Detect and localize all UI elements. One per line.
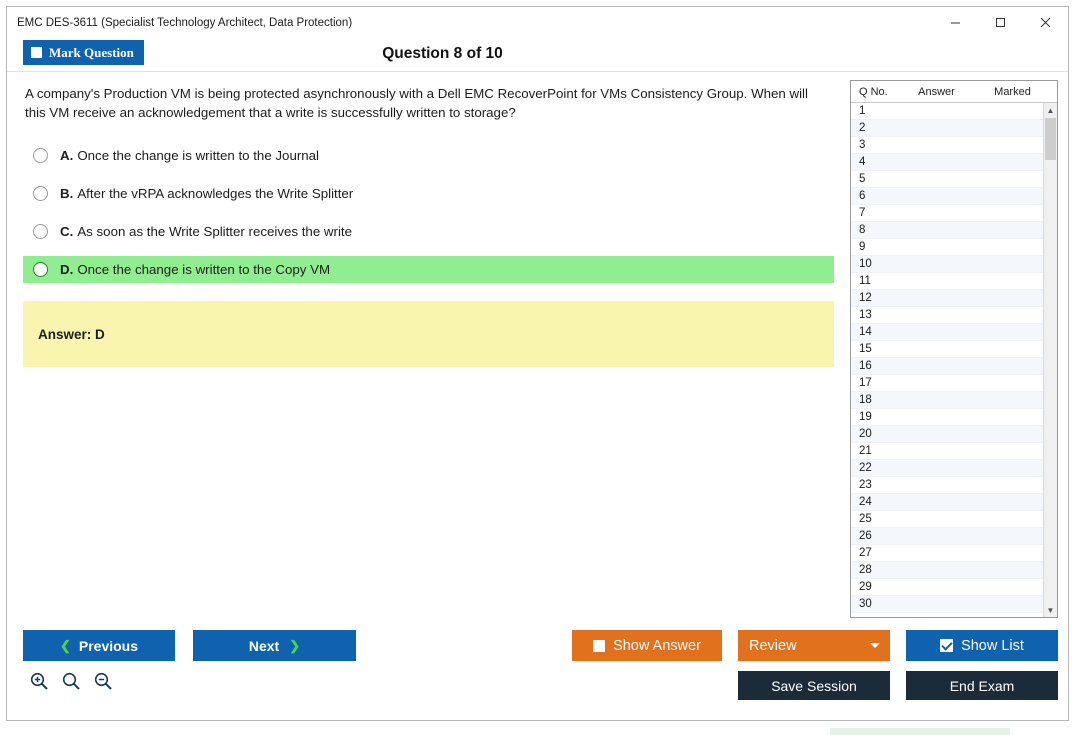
cell-qno: 25 <box>859 513 872 525</box>
table-row[interactable] <box>851 562 1057 579</box>
table-row[interactable] <box>851 426 1057 443</box>
exam-window <box>6 6 1069 721</box>
scroll-thumb[interactable] <box>1045 118 1056 160</box>
option-letter: D. <box>60 262 74 277</box>
cell-qno: 24 <box>859 496 872 508</box>
table-row[interactable] <box>851 239 1057 256</box>
table-row[interactable] <box>851 511 1057 528</box>
cell-qno: 12 <box>859 292 872 304</box>
cell-qno: 6 <box>859 190 866 202</box>
question-list-panel <box>850 80 1058 618</box>
answer-panel <box>23 301 834 367</box>
cell-qno: 22 <box>859 462 872 474</box>
column-header-qno: Q No. <box>859 85 888 98</box>
table-row[interactable] <box>851 205 1057 222</box>
cell-qno: 26 <box>859 530 872 542</box>
table-row[interactable] <box>851 171 1057 188</box>
table-row[interactable] <box>851 324 1057 341</box>
next-label: Next <box>248 637 280 654</box>
table-row[interactable] <box>851 290 1057 307</box>
question-list-header <box>851 81 1057 103</box>
next-button[interactable] <box>193 630 356 661</box>
window-title: EMC DES-3611 (Specialist Technology Architect, Data Protection) <box>17 16 353 29</box>
previous-label: Previous <box>78 637 139 654</box>
cell-qno: 20 <box>859 428 872 440</box>
table-row[interactable] <box>851 307 1057 324</box>
cell-qno: 4 <box>859 156 866 168</box>
table-row[interactable] <box>851 494 1057 511</box>
answer-text: Answer: D <box>38 326 105 342</box>
option-b[interactable] <box>23 180 834 207</box>
table-row[interactable] <box>851 154 1057 171</box>
table-row[interactable] <box>851 443 1057 460</box>
table-row[interactable] <box>851 358 1057 375</box>
end-exam-button[interactable] <box>906 671 1058 700</box>
list-scrollbar[interactable] <box>1043 103 1057 617</box>
option-letter: C. <box>60 224 74 239</box>
scroll-down-icon[interactable]: ▼ <box>1046 605 1055 615</box>
cell-qno: 17 <box>859 377 872 389</box>
cell-qno: 3 <box>859 139 866 151</box>
table-row[interactable] <box>851 273 1057 290</box>
option-label: After the vRPA acknowledges the Write Splitter <box>77 186 354 201</box>
cell-qno: 18 <box>859 394 872 406</box>
footer-toolbar <box>7 628 1068 720</box>
cell-qno: 5 <box>859 173 866 185</box>
table-row[interactable] <box>851 120 1057 137</box>
option-letter: B. <box>60 186 74 201</box>
maximize-icon[interactable] <box>978 7 1023 38</box>
table-row[interactable] <box>851 256 1057 273</box>
column-header-answer: Answer <box>918 85 955 98</box>
content-area <box>7 72 1068 628</box>
zoom-in-icon[interactable] <box>29 671 49 691</box>
option-d[interactable] <box>23 256 834 283</box>
cell-qno: 10 <box>859 258 872 270</box>
option-label: As soon as the Write Splitter receives the write <box>77 224 352 239</box>
show-answer-label: Show Answer <box>613 637 701 654</box>
window-controls <box>933 7 1068 38</box>
review-label: Review <box>749 637 797 654</box>
header-band <box>7 38 1068 72</box>
question-text: A company's Production VM is being protected asynchronously with a Dell EMC RecoverPoint for VMs Consistency Group. When will this VM receive an acknowledgement that a write is successfully written to storage? <box>25 86 808 120</box>
end-exam-label: End Exam <box>949 677 1015 694</box>
option-label: Once the change is written to the Journal <box>77 148 320 163</box>
save-session-button[interactable] <box>738 671 890 700</box>
question-pane <box>7 72 850 628</box>
show-answer-button[interactable] <box>572 630 722 661</box>
chevron-right-icon: ❯ <box>289 637 301 653</box>
cell-qno: 21 <box>859 445 872 457</box>
table-row[interactable] <box>851 409 1057 426</box>
title-bar <box>7 7 1068 38</box>
chevron-left-icon: ❮ <box>59 637 71 653</box>
minimize-icon[interactable] <box>933 7 978 38</box>
cell-qno: 28 <box>859 564 872 576</box>
table-row[interactable] <box>851 103 1057 120</box>
table-row[interactable] <box>851 579 1057 596</box>
table-row[interactable] <box>851 137 1057 154</box>
cell-qno: 27 <box>859 547 872 559</box>
cell-qno: 8 <box>859 224 866 236</box>
table-row[interactable] <box>851 460 1057 477</box>
cell-qno: 19 <box>859 411 872 423</box>
radio-icon[interactable] <box>33 224 48 239</box>
previous-button[interactable] <box>23 630 175 661</box>
window-shadow <box>830 728 1010 735</box>
table-row[interactable] <box>851 545 1057 562</box>
cell-qno: 11 <box>859 275 871 287</box>
option-a[interactable] <box>23 142 834 169</box>
table-row[interactable] <box>851 188 1057 205</box>
cell-qno: 14 <box>859 326 872 338</box>
zoom-icon[interactable] <box>61 671 81 691</box>
option-c[interactable] <box>23 218 834 245</box>
table-row[interactable] <box>851 222 1057 239</box>
table-row[interactable] <box>851 392 1057 409</box>
page-title: Question 8 of 10 <box>382 45 503 62</box>
cell-qno: 7 <box>859 207 866 219</box>
radio-icon[interactable] <box>33 148 48 163</box>
show-list-label: Show List <box>961 637 1024 654</box>
cell-qno: 15 <box>859 343 872 355</box>
mark-question-label: Mark Question <box>49 44 134 60</box>
zoom-controls <box>29 671 113 691</box>
option-label: Once the change is written to the Copy VM <box>77 262 331 277</box>
table-row[interactable] <box>851 341 1057 358</box>
table-row[interactable] <box>851 596 1057 613</box>
question-list-body[interactable] <box>851 103 1057 617</box>
save-session-label: Save Session <box>771 677 857 694</box>
cell-qno: 16 <box>859 360 872 372</box>
cell-qno: 23 <box>859 479 872 491</box>
option-letter: A. <box>60 148 74 163</box>
chevron-down-icon <box>870 643 880 648</box>
cell-qno: 1 <box>859 105 866 117</box>
table-row[interactable] <box>851 477 1057 494</box>
table-row[interactable] <box>851 375 1057 392</box>
cell-qno: 13 <box>859 309 872 321</box>
cell-qno: 2 <box>859 122 866 134</box>
radio-icon[interactable] <box>33 186 48 201</box>
cell-qno: 30 <box>859 598 872 610</box>
cell-qno: 9 <box>859 241 866 253</box>
column-header-marked: Marked <box>994 85 1031 98</box>
radio-icon[interactable] <box>33 262 48 277</box>
zoom-out-icon[interactable] <box>93 671 113 691</box>
close-icon[interactable] <box>1023 7 1068 38</box>
table-row[interactable] <box>851 528 1057 545</box>
scroll-up-icon[interactable]: ▲ <box>1046 105 1055 115</box>
show-list-button[interactable] <box>906 630 1058 661</box>
show-answer-checkbox-icon <box>593 640 605 652</box>
review-dropdown[interactable] <box>738 630 890 661</box>
options-list <box>7 142 850 283</box>
cell-qno: 29 <box>859 581 872 593</box>
show-list-checkbox-icon <box>940 639 953 652</box>
